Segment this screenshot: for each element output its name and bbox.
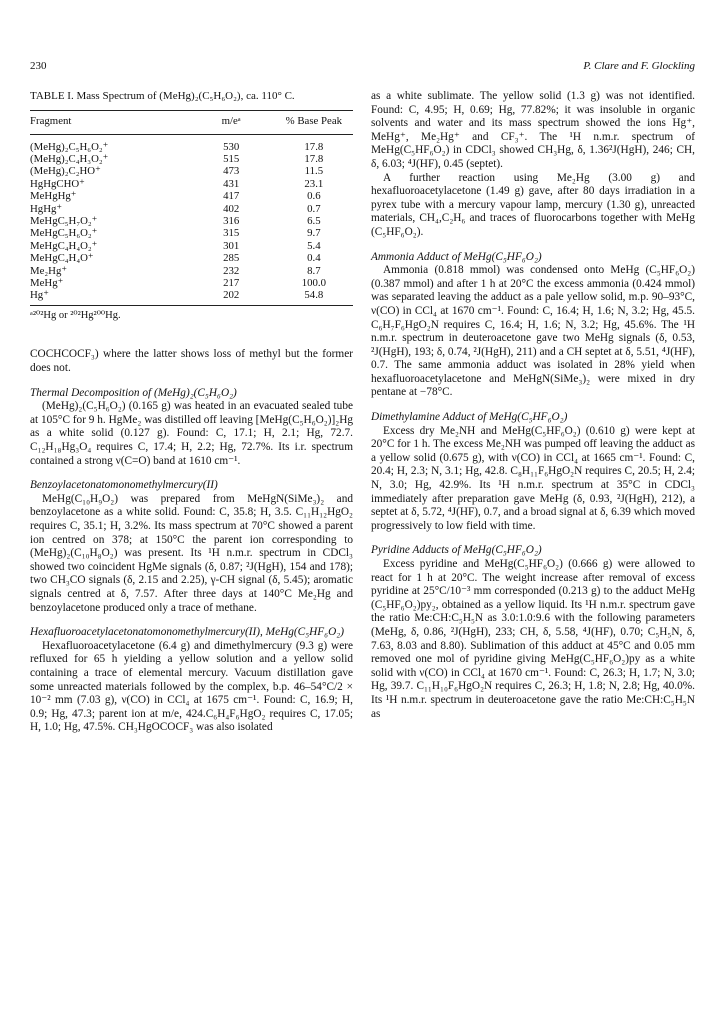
table-row <box>30 203 353 215</box>
cell-peak: 8.7 <box>307 264 321 277</box>
body-paragraph: A further reaction using Me₂Hg (3.00 g) and hexafluoroacetylacetone (1.49 g) gave, after 80 days irradiation in a pyrex tube with a mercury vapour lamp, mercury (1.30 g), unreacted materials, CH₄,C₂H₆ and traces of fluorocarbons together with MeHg (C₅HF₆O₂). <box>371 171 695 238</box>
section-heading: Ammonia Adduct of MeHg(C₅HF₆O₂) <box>371 250 542 263</box>
cell-fragment: HgHg⁺ <box>30 202 63 215</box>
body-paragraph: Excess pyridine and MeHg(C₅HF₆O₂) (0.666 g) were allowed to react for 1 h at 20°C. The weight increase after removal of excess pyridine at 25°C/10⁻³ mm corresponded (0.213 g) to the adduct MeHg (C₅HF₆O₂)py₂, obtained as a yellow liquid. Its ¹H n.m.r. spectrum gave the ratio Me:CH:C₅H₅N as 3.0:1.0:9.6 with the following parameters (MeHg, δ, 0.86, ²J(HgH), 233; CH, δ, 5.58, ⁴J(HF), 0.70; C₅H₅N, δ, 7.63, 8.03 and 8.80). Sublimation of this adduct at 45°C and 0.05 mm removed one mol of pyridine giving MeHg(C₅HF₆O₂)py as a white solid with ν(CO) in CCl₄ at 1670 cm⁻¹. Found: C, 26.3; H, 1.7; N, 3.0; Hg, 39.7. C₁₁H₁₀F₆HgO₂N requires C, 26.3; H, 1.8; N, 2.8; Hg, 40.0%. Its ¹H n.m.r. spectrum in deuteroacetone gave the ratio Me:CH:C₅H₅N as <box>371 558 695 720</box>
cell-m-e: 232 <box>223 264 240 277</box>
cell-fragment: (MeHg)₂C₄H₃O₂⁺ <box>30 153 109 165</box>
cell-peak: 17.8 <box>304 140 324 153</box>
cell-m-e: 202 <box>188 289 275 305</box>
cell-fragment: MeHgC₄H₄O⁺ <box>30 252 94 265</box>
table-row <box>30 265 353 277</box>
table-header-row <box>30 110 353 134</box>
cell-peak: 6.5 <box>307 215 321 228</box>
cell-peak: 11.5 <box>304 165 324 178</box>
cell-m-e: 431 <box>223 177 240 190</box>
cell-peak: 17.8 <box>304 153 324 165</box>
table-row <box>30 252 353 264</box>
body-paragraph: Ammonia (0.818 mmol) was condensed onto MeHg (C₅HF₆O₂) (0.387 mmol) and after 1 h at 20°C the excess ammonia (0.424 mmol) was separated leaving the adduct as a pale yellow solid, m.p. 90–93°C, ν(CO) in CCl₄ at 1670 cm⁻¹. Found: C, 16.4; H, 1.6; N, 3.2; Hg, 45.5. C₆H₇F₆HgO₂N requires C, 16.4; H, 1.6; N, 3.2; Hg, 45.6%. The ¹H n.m.r. spectrum in deuteroacetone gave two MeHg signals (δ, 0.53, ²J(HgH), 193; δ, 0.74, ²J(HgH), 211) and a CH septet at δ, 5.51, ⁴J(HF), 0.7. The same ammonia adduct was isolated in 28% yield when hexafluoroacetylacetone and MeHgN(SiMe₃)₂ were mixed in dry pentane at −78°C. <box>371 264 695 399</box>
cell-peak: 0.4 <box>307 252 321 265</box>
table-caption: TABLE I. Mass Spectrum of (MeHg)₂(C₅H₆O₂), ca. 110° C. <box>30 90 295 102</box>
section-heading: Hexafluoroacetylacetonatomonomethylmercury(II), MeHg(C₅HF₆O₂) <box>30 626 344 639</box>
body-paragraph: COCHCOCF₃) where the latter shows loss of methyl but the former does not. <box>30 348 353 375</box>
left-column <box>30 90 353 735</box>
cell-fragment: MeHgC₅H₇O₂⁺ <box>30 215 98 228</box>
cell-peak: 9.7 <box>307 227 321 240</box>
mass-spectrum-table <box>30 110 353 306</box>
cell-fragment: (MeHg)₂C₅H₆O₂⁺ <box>30 140 109 153</box>
cell-m-e: 417 <box>223 190 240 203</box>
table-body <box>30 134 353 305</box>
header-m-e: m/eᵃ <box>188 110 275 134</box>
table-row <box>30 134 353 153</box>
table-row <box>30 227 353 239</box>
body-paragraph: Excess dry Me₂NH and MeHg(C₅HF₆O₂) (0.610 g) were kept at 20°C for 1 h. The excess Me₂NH was pumped off leaving the adduct as a yellow solid (0.675 g), with ν(CO) in CCl₄ at 1665 cm⁻¹. Found: C, 20.4; H, 2.3; N, 3.1; Hg, 42.8. C₈H₁₁F₆HgO₂N requires C, 20.5; H, 2.4; N, 3.0; Hg, 42.9%. Its ¹H n.m.r. spectrum at 35°C in CDCl₃ immediately after preparation gave MeHg (δ, 0.93, ²J(HgH), 212), a septet at δ, 5.72, ⁴J(HF), 0.7, and a broad signal at δ, 6.39 which moved progressively to low field with time. <box>371 424 695 532</box>
cell-m-e: 217 <box>223 277 240 290</box>
cell-peak: 0.6 <box>307 190 321 203</box>
cell-peak: 23.1 <box>304 177 324 190</box>
cell-fragment: MeHgC₅H₆O₂⁺ <box>30 227 98 240</box>
cell-fragment: Hg⁺ <box>30 289 188 305</box>
cell-peak: 100.0 <box>301 277 326 290</box>
table-row <box>30 178 353 190</box>
section-heading: Benzoylacetonatomonomethylmercury(II) <box>30 479 218 492</box>
body-paragraph: MeHg(C₁₀H₉O₂) was prepared from MeHgN(SiMe₃)₂ and benzoylacetone as a white solid. Found: C, 35.8; H, 3.5. C₁₁H₁₂HgO₂ requires C, 35.1; H, 3.2%. Its mass spectrum at 70°C showed a parent ion centred on 378; at 150°C the parent ion corresponding to (MeHg)₂(C₁₀H₈O₂) was present. Its ¹H n.m.r. spectrum in CDCl₃ showed two coincident HgMe signals (δ, 0.87; ²J(HgH), 154 and 178); two CH₃CO signals (δ, 2.15 and 2.25), γ-CH signal (δ, 5.45); aromatic signals centred at δ, 7.57. After three days at 140°C Me₂Hg and benzoylacetone produced only a trace of methane. <box>30 492 353 614</box>
page-number: 230 <box>30 60 47 72</box>
section-heading: Pyridine Adducts of MeHg(C₅HF₆O₂) <box>371 544 542 557</box>
table-footnote: ᵃ²⁰²Hg or ²⁰²Hg²⁰⁰Hg. <box>30 309 121 321</box>
cell-fragment: Me₂Hg⁺ <box>30 264 68 277</box>
table-row <box>30 277 353 289</box>
cell-peak: 5.4 <box>307 239 321 252</box>
cell-m-e: 285 <box>223 252 240 265</box>
cell-m-e: 402 <box>223 202 240 215</box>
table-row <box>30 153 353 165</box>
cell-m-e: 515 <box>223 153 240 165</box>
table-row <box>30 289 353 305</box>
table-row <box>30 240 353 252</box>
cell-peak: 0.7 <box>307 202 321 215</box>
cell-fragment: MeHg⁺ <box>30 277 64 290</box>
cell-fragment: HgHgCHO⁺ <box>30 177 85 190</box>
cell-m-e: 301 <box>223 239 240 252</box>
cell-peak: 54.8 <box>275 289 353 305</box>
body-paragraph: Hexafluoroacetylacetone (6.4 g) and dimethylmercury (9.3 g) were refluxed for 65 h yielding a yellow solution and a yellow solid containing a trace of elemental mercury. Vacuum distillation gave some unreacted materials followed by the complex, b.p. 46–54°C/2 × 10⁻² mm (7.03 g), ν(CO) in CCl₄ at 1675 cm⁻¹. Found: C, 16.9; H, 0.9; Hg, 47.3; parent ion at m/e, 424.C₆H₄F₆HgO₂ requires C, 17.05; H, 1.0; Hg, 47.5%. CH₃HgOCOCF₃ was also isolated <box>30 639 353 734</box>
header-fragment: Fragment <box>30 110 188 134</box>
cell-m-e: 316 <box>223 215 240 228</box>
cell-fragment: MeHgC₄H₄O₂⁺ <box>30 239 98 252</box>
cell-fragment: (MeHg)₂C₂HO⁺ <box>30 165 101 178</box>
table-row <box>30 190 353 202</box>
table-row <box>30 165 353 177</box>
running-title: P. Clare and F. Glockling <box>583 60 695 72</box>
section-heading: Dimethylamine Adduct of MeHg(C₅HF₆O₂) <box>371 411 568 424</box>
section-heading: Thermal Decomposition of (MeHg)₂(C₅H₆O₂) <box>30 386 237 399</box>
cell-fragment: MeHgHg⁺ <box>30 190 77 203</box>
body-paragraph: (MeHg)₂(C₅H₆O₂) (0.165 g) was heated in an evacuated sealed tube at 105°C for 9 h. HgMe₂ was distilled off leaving [MeHg(C₅H₆O₂)]₂Hg as a white solid (0.127 g). Found: C, 17.1; H, 2.1; Hg, 72.7. C₁₂H₁₈Hg₃O₄ requires C, 17.4; H, 2.2; Hg, 72.7%. Its i.r. spectrum contained a strong ν(C=O) band at 1610 cm⁻¹. <box>30 400 354 467</box>
cell-m-e: 315 <box>223 227 240 240</box>
body-paragraph: as a white sublimate. The yellow solid (1.3 g) was not identified. Found: C, 4.95; H, 0.69; Hg, 77.82%; it was insoluble in organic solvents and water and its mass spectrum showed the ions Hg⁺, MeHg⁺, Me₂Hg⁺ and CF₃⁺. The ¹H n.m.r. spectrum of MeHg(C₅HF₆O₂) in CDCl₃ showed CH₃Hg, δ, 1.36²J(HgH), 246; CH, δ, 6.03; ⁴J(HF), 0.45 (septet). <box>371 90 695 170</box>
cell-m-e: 473 <box>223 165 240 178</box>
right-column <box>371 90 695 721</box>
cell-m-e: 530 <box>223 140 240 153</box>
table-row <box>30 215 353 227</box>
header-base-peak: % Base Peak <box>275 110 353 134</box>
